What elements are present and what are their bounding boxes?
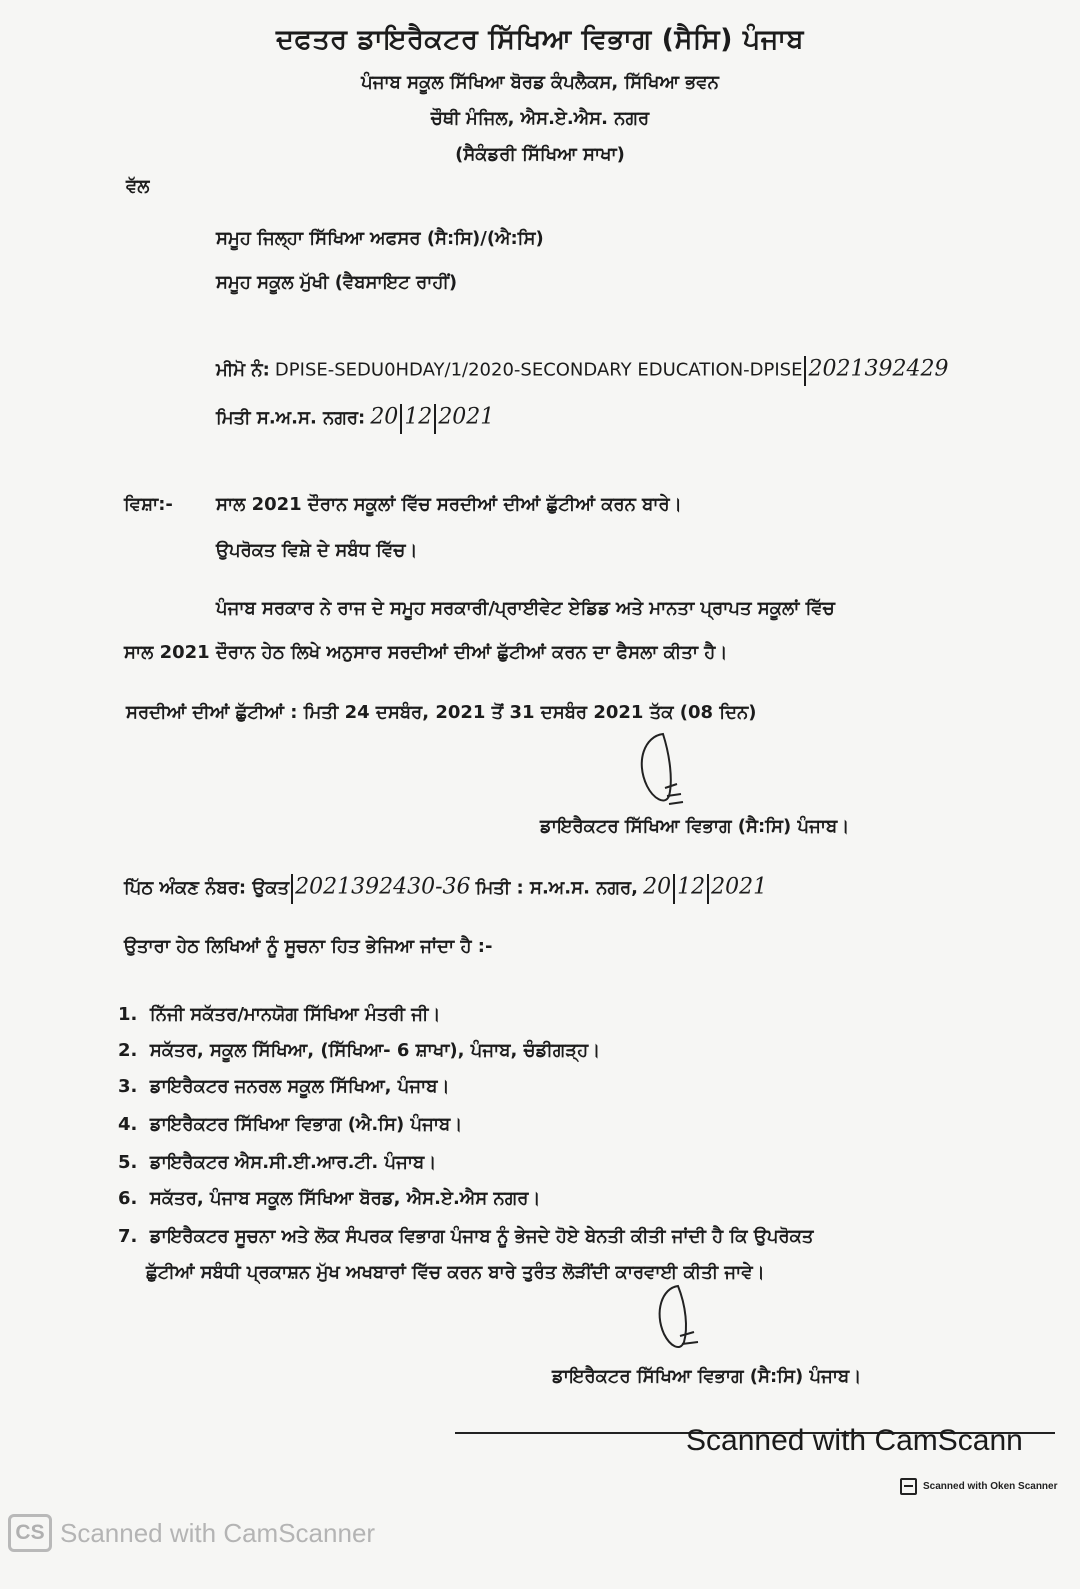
addressee-line-1: ਸਮੂਹ ਜਿਲ੍ਹਾ ਸਿੱਖਿਆ ਅਫਸਰ (ਸੈ:ਸਿ)/(ਐ:ਸਿ) bbox=[216, 228, 544, 249]
scanner-icon bbox=[900, 1478, 917, 1495]
slash-mark bbox=[804, 356, 806, 386]
list-item: 3. ਡਾਇਰੈਕਟਰ ਜਨਰਲ ਸਕੂਲ ਸਿੱਖਿਆ, ਪੰਜਾਬ। bbox=[118, 1076, 450, 1097]
memo-label: ਮੀਮੋ ਨੰ: bbox=[216, 359, 270, 381]
list-item: 2. ਸਕੱਤਰ, ਸਕੂਲ ਸਿੱਖਿਆ, (ਸਿੱਖਿਆ- 6 ਸ਼ਾਖਾ), ਪੰਜਾਬ, ਚੰਡੀਗੜ੍ਹ। bbox=[118, 1040, 601, 1061]
memo-date-line bbox=[216, 404, 494, 434]
signature-1 bbox=[625, 726, 705, 816]
slash-mark bbox=[434, 404, 436, 434]
addressee-line-2: ਸਮੂਹ ਸਕੂਲ ਮੁੱਖੀ (ਵੈਬਸਾਇਟ ਰਾਹੀਂ) bbox=[216, 272, 458, 293]
oken-text: Scanned with Oken Scanner bbox=[923, 1481, 1058, 1492]
camscanner-logo-icon: CS bbox=[8, 1514, 52, 1552]
body-line-2: ਸਾਲ 2021 ਦੌਰਾਨ ਹੇਠ ਲਿਖੇ ਅਨੁਸਾਰ ਸਰਦੀਆਂ ਦੀਆਂ ਛੁੱਟੀਆਂ ਕਰਨ ਦਾ ਫੈਸਲਾ ਕੀਤਾ ਹੈ। bbox=[124, 642, 728, 663]
list-item: 5. ਡਾਇਰੈਕਟਰ ਐਸ.ਸੀ.ਈ.ਆਰ.ਟੀ. ਪੰਜਾਬ। bbox=[118, 1152, 437, 1173]
address-line-1: ਪੰਜਾਬ ਸਕੂਲ ਸਿੱਖਿਆ ਬੋਰਡ ਕੰਪਲੈਕਸ, ਸਿੱਖਿਆ ਭਵਨ bbox=[361, 72, 719, 93]
camscanner-footer-text: Scanned with CamScanner bbox=[60, 1517, 376, 1548]
endorsement-date-year: 2021 bbox=[711, 874, 768, 900]
signature-2-designation: ਡਾਇਰੈਕਟਰ ਸਿੱਖਿਆ ਵਿਭਾਗ (ਸੈ:ਸਿ) ਪੰਜਾਬ। bbox=[552, 1366, 862, 1387]
memo-date-day: 20 bbox=[370, 404, 399, 430]
body-line-1: ਪੰਜਾਬ ਸਰਕਾਰ ਨੇ ਰਾਜ ਦੇ ਸਮੂਹ ਸਰਕਾਰੀ/ਪ੍ਰਾਈਵੇਟ ਏਡਿਡ ਅਤੇ ਮਾਨਤਾ ਪ੍ਰਾਪਤ ਸਕੂਲਾਂ ਵਿੱਚ bbox=[216, 598, 835, 619]
signature-2 bbox=[640, 1280, 720, 1360]
memo-date-month: 12 bbox=[404, 404, 433, 430]
endorsement-date-day: 20 bbox=[643, 874, 672, 900]
memo-date-year: 2021 bbox=[438, 404, 495, 430]
endorsement-line bbox=[124, 874, 767, 904]
list-item: 4. ਡਾਇਰੈਕਟਰ ਸਿੱਖਿਆ ਵਿਭਾਗ (ਐ.ਸਿ) ਪੰਜਾਬ। bbox=[118, 1114, 463, 1135]
memo-line bbox=[216, 356, 948, 386]
endorsement-intro: ਉਤਾਰਾ ਹੇਠ ਲਿਖਿਆਂ ਨੂੰ ਸੂਚਨਾ ਹਿਤ ਭੇਜਿਆ ਜਾਂਦਾ ਹੈ :- bbox=[124, 936, 493, 957]
subject-label: ਵਿਸ਼ਾ:- bbox=[124, 494, 173, 515]
slash-mark bbox=[707, 874, 709, 904]
address-line-2: ਚੌਥੀ ਮੰਜਿਲ, ਐਸ.ਏ.ਐਸ. ਨਗਰ bbox=[430, 108, 650, 129]
list-item: 7. ਡਾਇਰੈਕਟਰ ਸੂਚਨਾ ਅਤੇ ਲੋਕ ਸੰਪਰਕ ਵਿਭਾਗ ਪੰਜਾਬ ਨੂੰ ਭੇਜਦੇ ਹੋਏ ਬੇਨਤੀ ਕੀਤੀ ਜਾਂਦੀ ਹੈ ਕਿ ਉਪਰੋਕਤ bbox=[118, 1226, 814, 1247]
slash-mark bbox=[400, 404, 402, 434]
holiday-dates: ਸਰਦੀਆਂ ਦੀਆਂ ਛੁੱਟੀਆਂ : ਮਿਤੀ 24 ਦਸਬੰਰ, 2021 ਤੋਂ 31 ਦਸਬੰਰ 2021 ਤੱਕ (08 ਦਿਨ) bbox=[126, 702, 757, 723]
subject-text: ਸਾਲ 2021 ਦੌਰਾਨ ਸਕੂਲਾਂ ਵਿੱਚ ਸਰਦੀਆਂ ਦੀਆਂ ਛੁੱਟੀਆਂ ਕਰਨ ਬਾਰੇ। bbox=[216, 494, 682, 515]
slash-mark bbox=[291, 874, 293, 904]
endorsement-number: 2021392430-36 bbox=[295, 874, 471, 900]
signature-1-designation: ਡਾਇਰੈਕਟਰ ਸਿੱਖਿਆ ਵਿਭਾਗ (ਸੈ:ਸਿ) ਪੰਜਾਬ। bbox=[540, 816, 850, 837]
memo-number: DPISE-SEDU0HDAY/1/2020-SECONDARY EDUCATION-DPISE bbox=[274, 359, 803, 381]
oken-watermark bbox=[900, 1478, 1057, 1495]
office-title: ਦਫਤਰ ਡਾਇਰੈਕਟਰ ਸਿੱਖਿਆ ਵਿਭਾਗ (ਸੈਸਿ) ਪੰਜਾਬ bbox=[276, 24, 804, 55]
slash-mark bbox=[673, 874, 675, 904]
branch-line: (ਸੈਕੰਡਰੀ ਸਿੱਖਿਆ ਸਾਖਾ) bbox=[455, 144, 625, 165]
list-item: 1. ਨਿੱਜੀ ਸਕੱਤਰ/ਮਾਨਯੋਗ ਸਿੱਖਿਆ ਮੰਤਰੀ ਜੀ। bbox=[118, 1004, 441, 1025]
endorsement-label: ਪਿੱਠ ਅੰਕਣ ਨੰਬਰ: ਉਕਤ bbox=[124, 877, 290, 899]
list-item: 6. ਸਕੱਤਰ, ਪੰਜਾਬ ਸਕੂਲ ਸਿੱਖਿਆ ਬੋਰਡ, ਐਸ.ਏ.ਐਸ ਨਗਰ। bbox=[118, 1188, 541, 1209]
memo-date-label: ਮਿਤੀ ਸ.ਅ.ਸ. ਨਗਰ: bbox=[216, 407, 366, 429]
camscanner-large-watermark: Scanned with CamScann bbox=[686, 1424, 1023, 1457]
to-label: ਵੱਲ bbox=[126, 176, 150, 197]
subject-reference: ਉਪਰੋਕਤ ਵਿਸ਼ੇ ਦੇ ਸਬੰਧ ਵਿੱਚ। bbox=[216, 540, 418, 561]
camscanner-footer bbox=[8, 1514, 375, 1552]
list-item-continuation: ਛੁੱਟੀਆਂ ਸਬੰਧੀ ਪ੍ਰਕਾਸ਼ਨ ਮੁੱਖ ਅਖਬਾਰਾਂ ਵਿੱਚ ਕਰਨ ਬਾਰੇ ਤੁਰੰਤ ਲੋੜੀਂਦੀ ਕਾਰਵਾਈ ਕੀਤੀ ਜਾਵੇ। bbox=[146, 1262, 765, 1283]
endorsement-date-month: 12 bbox=[677, 874, 706, 900]
endorsement-date-label: ਮਿਤੀ : ਸ.ਅ.ਸ. ਨਗਰ, bbox=[475, 877, 638, 899]
memo-handwritten-number: 2021392429 bbox=[808, 356, 949, 382]
